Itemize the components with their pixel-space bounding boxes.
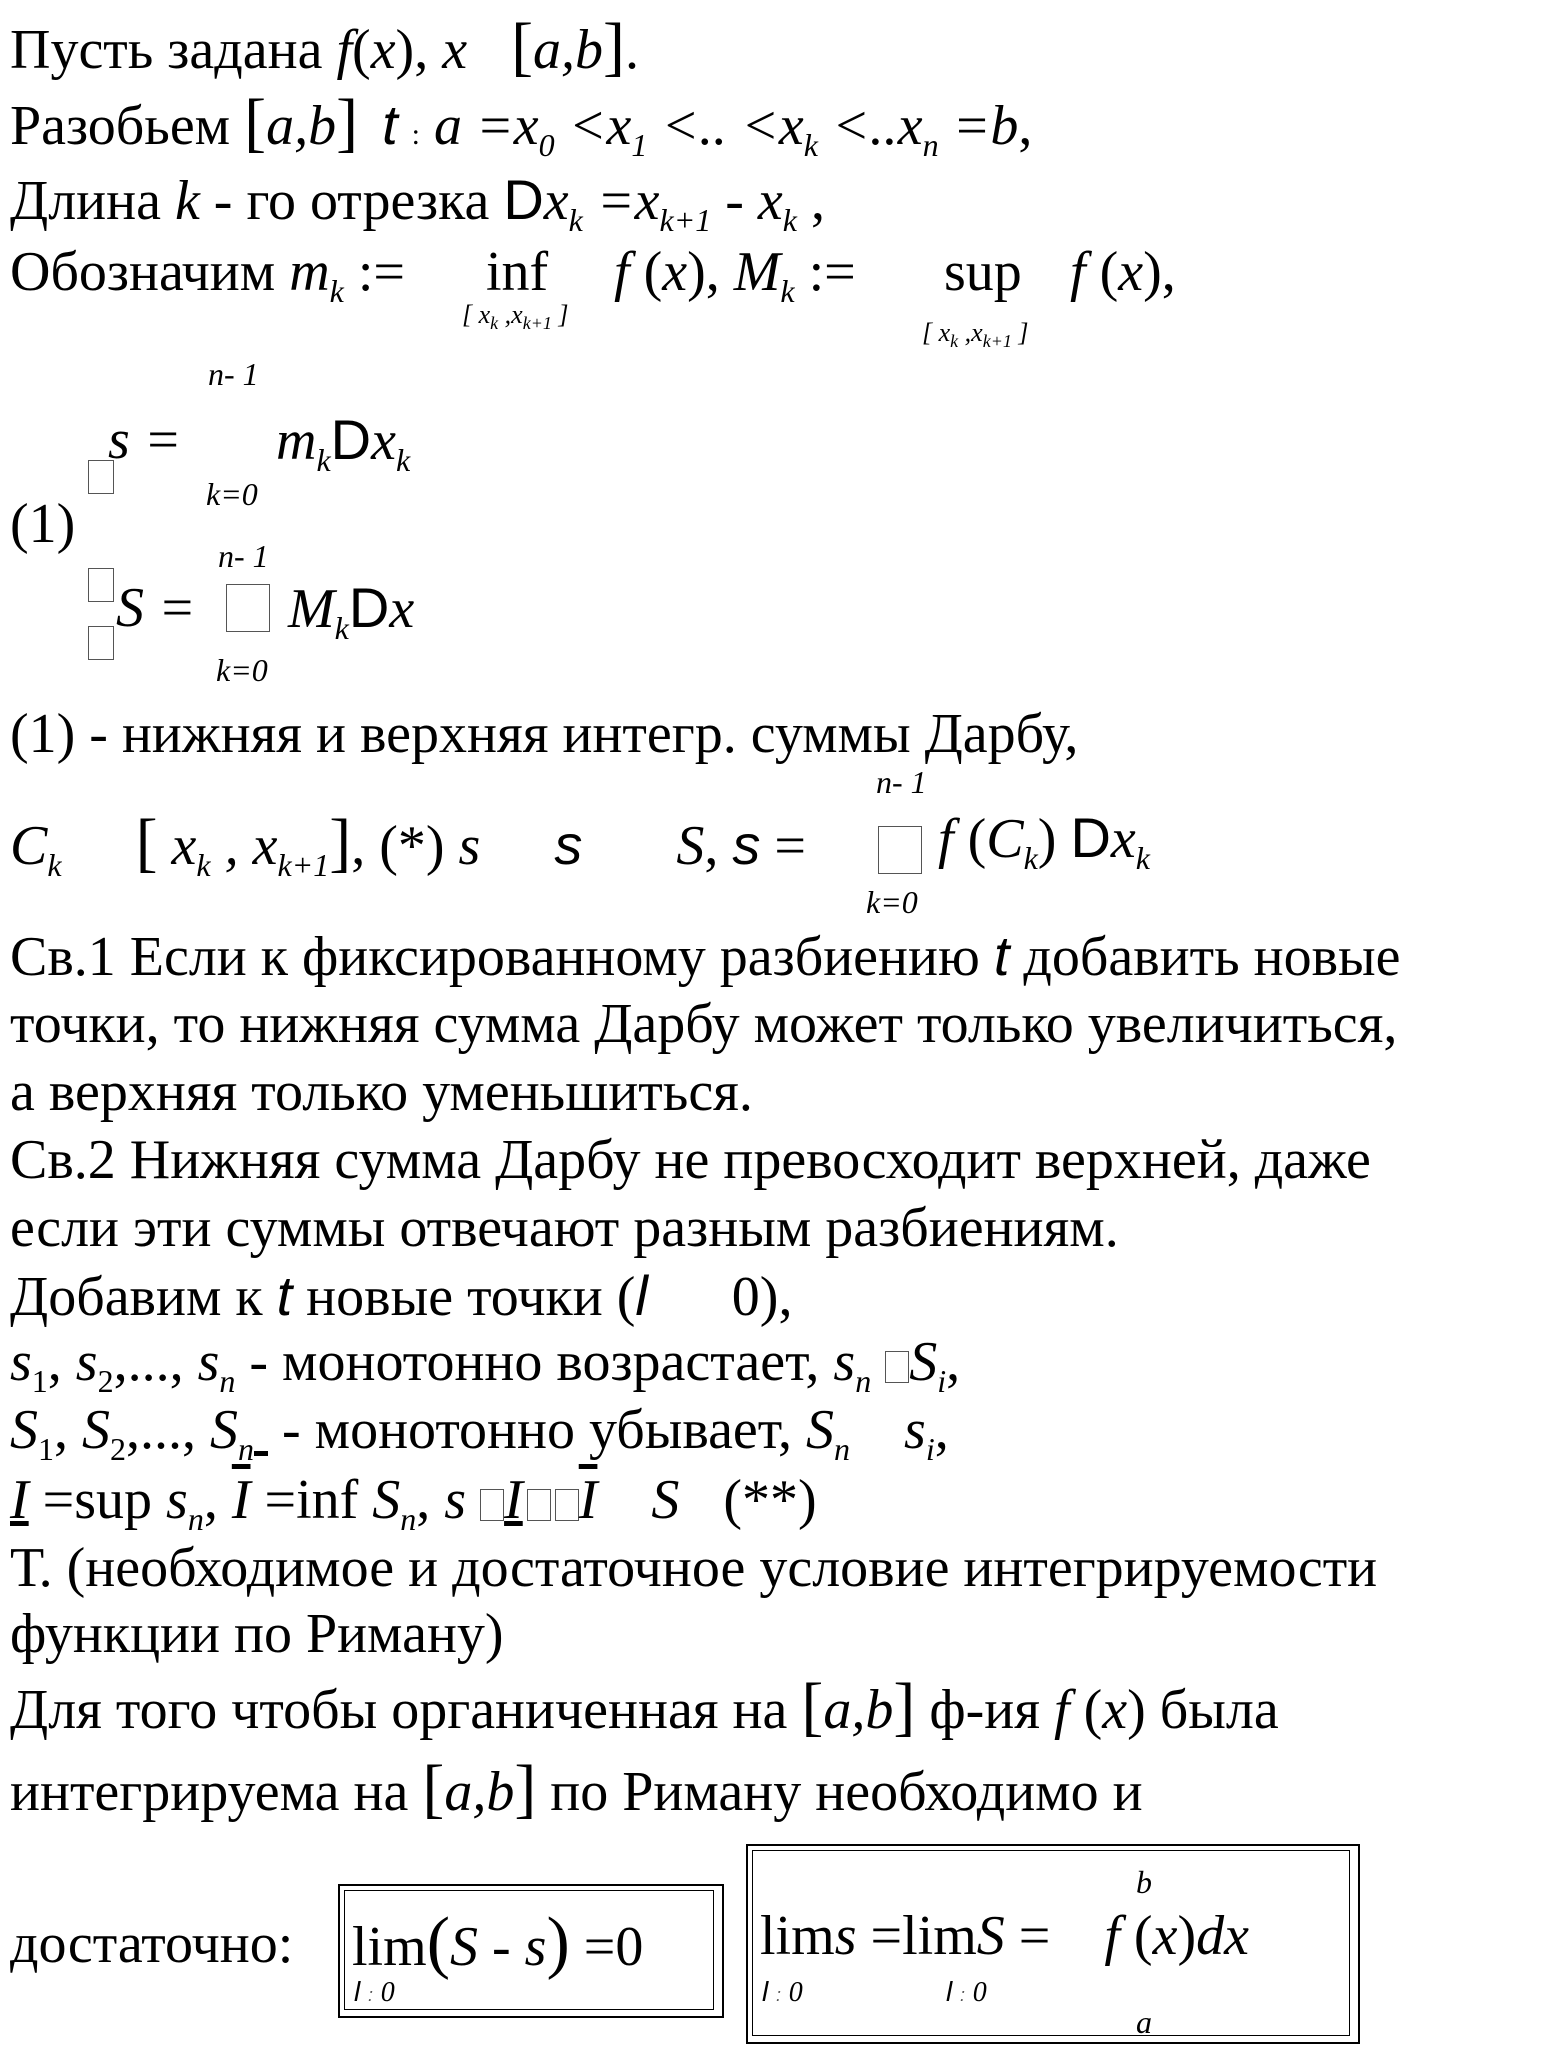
tau-symbol: t	[382, 93, 398, 156]
bracket-right: ]	[336, 86, 359, 159]
theorem-text-e: по Риману необходимо и	[550, 1761, 1143, 1823]
criterion-2-formula: lims =limS = f (x)dx	[760, 1905, 1249, 1967]
ck-sum-term: f $(C_k)$ $Dx_k$	[938, 806, 1150, 877]
interval-ab: a,b	[533, 19, 604, 81]
property-2-line-1: Св.2 Нижняя сумма Дарбу не превосходит верхней, даже	[10, 1129, 1371, 1191]
decreasing-text: - монотонно убывает,	[282, 1399, 793, 1461]
sum-upper-2: n- 1	[218, 538, 269, 574]
x-var: x	[442, 19, 468, 81]
dx-term: dx	[1196, 1905, 1249, 1967]
star-label: (*)	[379, 815, 445, 877]
property-2-line-2: если эти суммы отвечают разным разбиениям.	[10, 1197, 1119, 1259]
lambda-symbol: l	[635, 1264, 648, 1327]
bracket-left: [	[244, 86, 267, 159]
bracket-right: ]	[603, 10, 626, 83]
lim-operator: lim	[760, 1905, 835, 1967]
line-2: Разобьем [a,b] t : $a =x_0 <x_1$ <.. $<x_k <..x_n =b$,	[10, 86, 1033, 164]
property-1-line-2: точки, то нижняя сумма Дарбу может только увеличиться,	[10, 993, 1398, 1055]
relation-mark	[885, 1351, 909, 1383]
upper-integral: $\overline{I}$	[231, 1469, 251, 1531]
property-1-text-b: добавить новые	[1023, 926, 1401, 988]
line-3-text-a: Длина	[10, 170, 161, 232]
S-upper: S =	[116, 577, 196, 639]
add-points-text-a: Добавим к	[10, 1266, 263, 1328]
theorem-line-1: Т. (необходимое и достаточное условие интегрируемости	[10, 1537, 1378, 1599]
add-points-text-c: 0),	[731, 1266, 793, 1328]
tau-symbol: t	[993, 924, 1010, 987]
sup-operator: sup	[944, 241, 1022, 303]
increasing-text: - монотонно возрастает,	[249, 1331, 820, 1393]
sum-upper-1: n- 1	[208, 356, 259, 392]
inf-expr: f (x), $M_k$ :=	[614, 241, 856, 310]
integral-upper-limit: b	[1136, 1864, 1152, 1900]
lim-subscript-3: l : 0	[946, 1976, 987, 2008]
tau-symbol: t	[276, 1264, 293, 1327]
inf-operator: inf	[486, 241, 549, 303]
partition-eq: $a =x_0 <x_1$ <.. $<x_k <..x_n =b$	[434, 95, 1019, 164]
lim-subscript-1: l : 0	[354, 1976, 395, 2008]
sup-expr: f (x),	[1070, 241, 1176, 303]
brace-mark	[88, 460, 114, 494]
sup-range: [ $x_k$ $,x_{k+1}$ ]	[922, 318, 1029, 352]
bracket-left: [	[511, 10, 534, 83]
sum-lower-2: k=0	[216, 652, 268, 688]
criterion-1-formula: lim(S - s) =0	[352, 1904, 644, 1981]
k-var: k	[174, 170, 200, 232]
interval-ab: a,b	[444, 1761, 515, 1823]
line-7: (1) - нижняя и верхняя интегр. суммы Дарбу,	[10, 703, 1079, 765]
ck-line: $C_k$ [ $x_k$ , $x_{k+1}$], (*) s s S, s =	[10, 806, 806, 884]
label-1: (1)	[10, 493, 76, 555]
x-var: x	[370, 19, 396, 81]
property-1-text-a: Св.1 Если к фиксированному разбиению	[10, 926, 980, 988]
integral-lower-limit: a	[1136, 2004, 1152, 2040]
m-var: m	[289, 241, 330, 303]
line-2-text: Разобьем	[10, 95, 231, 157]
increasing-line: $s_1$, $s_2$,..., $s_n$ - монотонно возрастает, $s_n$ $S_i$,	[10, 1331, 961, 1400]
darboux-integrals-line: I =sup $s_n$, $\overline{I} =inf$ $S_n$, s I $\overline{I}$ S (**)	[10, 1469, 817, 1538]
property-1-line-3: а верхняя только уменьшиться.	[10, 1061, 753, 1123]
brace-mark	[88, 626, 114, 660]
sum-upper-3: n- 1	[876, 764, 927, 800]
line-4: Обозначим $m_k$ :=	[10, 241, 406, 310]
add-points-line	[10, 1264, 793, 1328]
lim-subscript-2: l : 0	[762, 1976, 803, 2008]
add-points-text-b: новые точки (	[306, 1266, 636, 1328]
theorem-text-d: интегрируема на	[10, 1761, 409, 1823]
decreasing-line: $S_1$, $S_2$,..., $S_n$ - монотонно убывает, $S_n$ $s_i$,	[10, 1399, 949, 1468]
line-1-text: Пусть задана	[10, 19, 323, 81]
lower-integral: I	[10, 1469, 29, 1531]
interval-ab: a,b	[266, 95, 337, 157]
inf-range: [ $x_k$ $,x_{k+1}$ ]	[462, 300, 569, 334]
line-3-text-b: - го отрезка	[213, 170, 490, 232]
line-4-text: Обозначим	[10, 241, 276, 303]
sum-term-1: $m_kDx_k$	[276, 408, 411, 479]
property-1-line-1	[10, 924, 1401, 988]
theorem-text-a: Для того чтобы органиченная на	[10, 1679, 788, 1741]
line-1: Пусть задана f(x), x [a,b].	[10, 10, 640, 83]
s-lower: s =	[108, 409, 182, 471]
lim-operator: lim	[352, 1916, 427, 1978]
f-symbol: f	[336, 19, 353, 81]
zero-value: 0	[615, 1916, 644, 1978]
theorem-line-2: функции по Риману)	[10, 1603, 504, 1665]
sum-term-2: $M_kDx$	[288, 576, 415, 647]
interval-ab: a,b	[823, 1679, 894, 1741]
sum-glyph	[226, 584, 270, 632]
sum-glyph	[878, 826, 922, 874]
double-star-label: (**)	[723, 1469, 817, 1531]
theorem-line-3: Для того чтобы органиченная на [a,b] ф-ия f (x) была	[10, 1670, 1279, 1743]
theorem-line-4: интегрируема на [a,b] по Риману необходимо и	[10, 1752, 1143, 1825]
sufficiency-label: достаточно:	[10, 1913, 294, 1975]
lim-operator: lim	[902, 1905, 977, 1967]
delta-symbol: D	[503, 168, 544, 231]
line-3: Длина k - го отрезка $Dx_k =x_{k+1} - x_k$ ,	[10, 168, 825, 239]
sum-lower-1: k=0	[206, 476, 258, 512]
sum-lower-3: k=0	[866, 884, 918, 920]
theorem-text-b: ф-ия	[929, 1679, 1041, 1741]
brace-mark	[88, 568, 114, 602]
theorem-text-c: была	[1159, 1679, 1279, 1741]
